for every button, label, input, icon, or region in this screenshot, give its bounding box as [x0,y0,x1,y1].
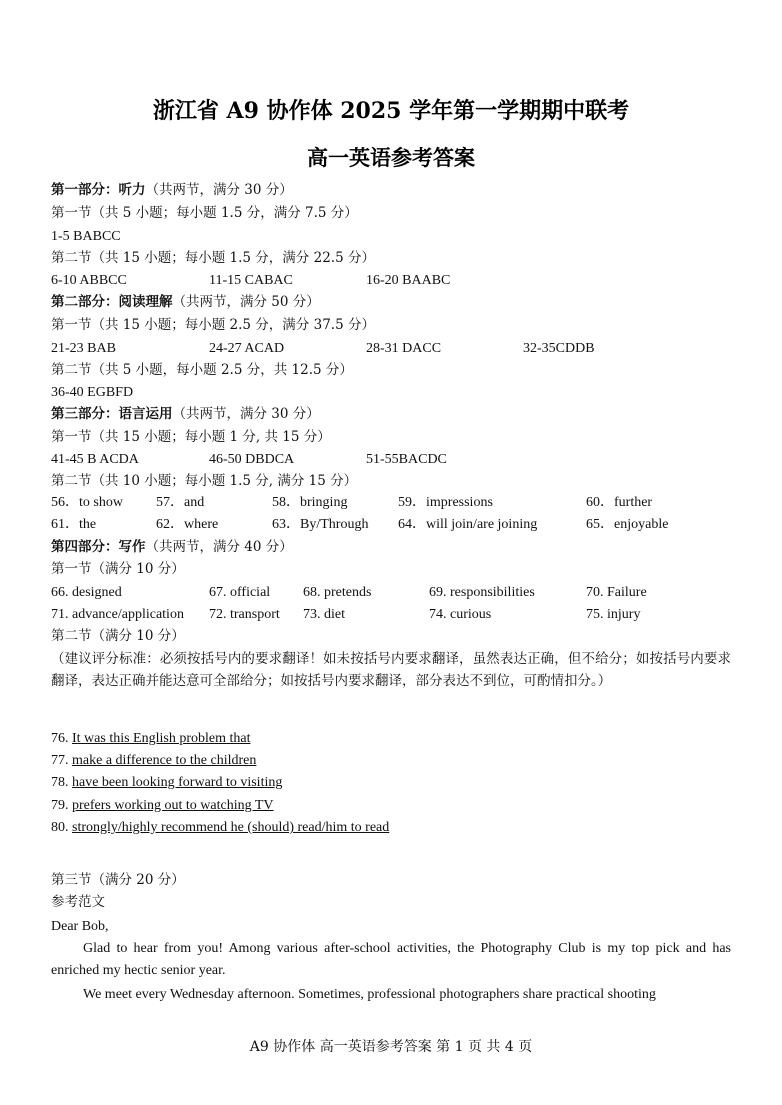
answer-group: 24-27 ACAD [209,341,285,356]
answer-group: 46-50 DBDCA [209,452,295,467]
letter-greeting: Dear Bob, [51,919,109,934]
translation-text: prefers working out to watching TV [72,798,274,813]
answer-group: 32-35CDDB [523,341,595,356]
answer-item: 75. injury [586,607,641,622]
exam-title: 浙江省 A9 协作体 2025 学年第一学期期中联考 [152,98,630,124]
answer-group: 16-20 BAABC [366,273,451,288]
essay-paragraph: We meet every Wednesday afternoon. Sometimes, professional photographers share practical shooting [83,987,656,1002]
answer-group: 28-31 DACC [366,341,442,356]
answer-item: 57．and [156,495,205,510]
answer-item: 67. official [209,585,271,600]
answer-item: 68. pretends [303,585,372,600]
answer-item: 66. designed [51,585,122,600]
answer-group: 6-10 ABBCC [51,273,127,288]
part3-heading [51,405,320,423]
grading-criteria: （建议评分标准：必须按括号内的要求翻译！如未按括号内要求翻译，虽然表达正确，但不给分；如按括号内要求翻译，表达正确并能达意可全部给分；如按括号内要求翻译，部分表达不到位，可酌情扣分。） [51,651,731,689]
page-subtitle: 高一英语参考答案 [307,145,475,170]
translation-item [51,730,250,748]
translation-text: It was this English problem that [72,731,251,746]
answer-item: 60．further [586,495,653,510]
part4-heading-bold: 第四部分：写作 [51,539,146,555]
translation-num: 80. [51,820,69,835]
part4-sec1-heading: 第一节（满分 10 分） [51,561,185,577]
answer-item: 65．enjoyable [586,517,669,532]
translation-num: 77. [51,753,69,768]
part2-heading-bold: 第二部分：阅读理解 [51,294,173,310]
translation-item [51,819,389,837]
answer-item: 69. responsibilities [429,585,535,600]
answer-item: 73. diet [303,607,345,622]
part3-sec1-heading: 第一节（共 15 小题；每小题 1 分, 共 15 分） [51,429,331,445]
translation-text: make a difference to the children [72,753,257,768]
answer-item: 74. curious [429,607,492,622]
answer-item: 71. advance/application [51,607,184,622]
answer-item: 72. transport [209,607,280,622]
part2-heading [51,293,320,311]
part4-sec3-heading: 第三节（满分 20 分） [51,872,185,888]
part3-sec2-heading: 第二节（共 10 小题；每小题 1.5 分, 满分 15 分） [51,473,358,489]
page-footer: A9 协作体 高一英语参考答案 第 1 页 共 4 页 [249,1039,533,1055]
part1-sec2-heading: 第二节（共 15 小题；每小题 1.5 分，满分 22.5 分） [51,250,375,266]
answer-item: 70. Failure [586,585,647,600]
part2-heading-note: （共两节，满分 50 分） [172,294,320,310]
part3-heading-bold: 第三部分：语言运用 [51,406,173,422]
part4-heading [51,538,293,556]
essay-paragraph: Glad to hear from you! Among various after-school activities, the Photography Club is my top pick and has enriched my hectic senior year. [51,941,731,978]
part4-sec2-heading: 第二节（满分 10 分） [51,628,185,644]
part1-heading-note: （共两节，满分 30 分） [145,182,293,198]
answer-group: 11-15 CABAC [209,273,293,288]
part1-heading [51,181,293,199]
part3-heading-note: （共两节，满分 30 分） [172,406,320,422]
answer-item: 62．where [156,517,219,532]
answer-item: 59．impressions [398,495,493,510]
answer-item: 64．will join/are joining [398,517,538,532]
part1-sec1-heading: 第一节（共 5 小题；每小题 1.5 分，满分 7.5 分） [51,205,358,221]
part2-sec1-heading: 第一节（共 15 小题；每小题 2.5 分，满分 37.5 分） [51,317,375,333]
answer-item: 56．to show [51,495,123,510]
answer-item: 63．By/Through [272,517,369,532]
sample-essay-label: 参考范文 [51,894,105,910]
translation-text: have been looking forward to visiting [72,775,283,790]
part1-heading-bold: 第一部分：听力 [51,182,146,198]
part2-sec2-heading: 第二节（共 5 小题，每小题 2.5 分，共 12.5 分） [51,362,353,378]
translation-num: 78. [51,775,69,790]
part2-sec2-answers: 36-40 EGBFD [51,385,134,400]
answer-group: 21-23 BAB [51,341,116,356]
translation-text: strongly/highly recommend he (should) read/him to read [72,820,390,835]
translation-item [51,797,274,815]
part1-sec1-answers: 1-5 BABCC [51,229,121,244]
translation-item [51,752,256,770]
translation-num: 79. [51,798,69,813]
answer-item: 58．bringing [272,495,348,510]
answer-item: 61．the [51,517,97,532]
answer-group: 51-55BACDC [366,452,447,467]
answer-group: 41-45 B ACDA [51,452,139,467]
translation-item [51,774,282,792]
translation-num: 76. [51,731,69,746]
part4-heading-note: （共两节，满分 40 分） [145,539,293,555]
